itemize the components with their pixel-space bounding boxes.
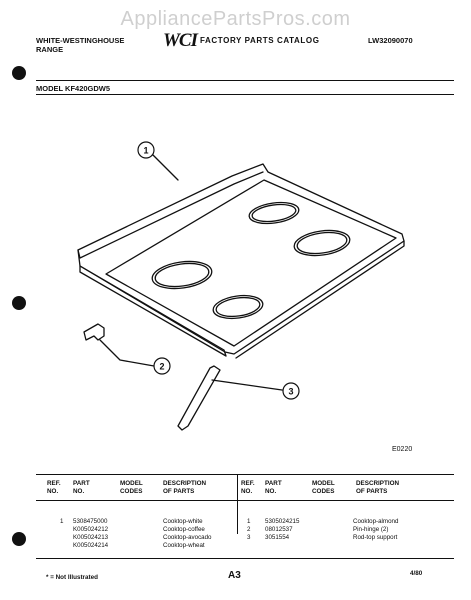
page-number: A3 bbox=[228, 570, 241, 581]
hinge-pin-part bbox=[84, 324, 104, 340]
header-ref-left: REF. NO. bbox=[47, 480, 61, 495]
leader-line-1 bbox=[152, 154, 178, 180]
table-column-divider bbox=[237, 474, 238, 534]
burner-opening-back-left bbox=[248, 200, 300, 227]
header-part-left: PART NO. bbox=[73, 480, 90, 495]
rod-top-support-part bbox=[178, 366, 220, 430]
burner-opening-front-left-inner bbox=[154, 260, 211, 289]
burner-opening-back-right bbox=[293, 227, 352, 259]
left-ref-cell: 1 bbox=[60, 518, 64, 525]
left-part-column bbox=[73, 518, 108, 550]
catalog-number: LW32090070 bbox=[368, 36, 413, 45]
brand-line-2: RANGE bbox=[36, 45, 64, 54]
header-desc-left: DESCRIPTION OF PARTS bbox=[163, 480, 207, 495]
cooktop-back-edge bbox=[78, 172, 263, 258]
leader-line-3 bbox=[212, 380, 282, 390]
header-desc-right: DESCRIPTION OF PARTS bbox=[356, 480, 400, 495]
left-part-cell: K005024213 bbox=[73, 534, 109, 541]
right-part-cell: 3051554 bbox=[265, 534, 290, 541]
brand-line-1: WHITE-WESTINGHOUSE bbox=[36, 36, 125, 45]
header-part-right: PART NO. bbox=[265, 480, 282, 495]
left-desc-cell: Cooktop-white bbox=[163, 518, 203, 525]
cooktop-outline bbox=[78, 164, 404, 354]
left-desc-column bbox=[163, 518, 212, 550]
left-part-cell: 5308475000 bbox=[73, 518, 108, 525]
left-desc-cell: Cooktop-wheat bbox=[163, 542, 205, 549]
burner-opening-front-left bbox=[150, 258, 213, 292]
watermark: AppliancePartsPros.com bbox=[120, 8, 351, 30]
table-rule-top bbox=[36, 474, 454, 475]
right-desc-cell: Cooktop-almond bbox=[353, 518, 399, 525]
table-header-rule bbox=[36, 500, 454, 501]
right-ref-cell: 3 bbox=[247, 534, 251, 541]
cooktop-inner-panel bbox=[106, 180, 396, 346]
left-ref-column bbox=[60, 518, 63, 526]
callout-label-1: 1 bbox=[143, 145, 149, 156]
right-desc-cell: Pin-hinge (2) bbox=[353, 526, 389, 533]
left-desc-cell: Cooktop-avocado bbox=[163, 534, 212, 541]
leader-line-2 bbox=[100, 340, 154, 366]
callout-label-3: 3 bbox=[288, 386, 294, 397]
left-part-cell: K005024212 bbox=[73, 526, 109, 533]
right-desc-column bbox=[353, 518, 398, 542]
figure-code: E0220 bbox=[392, 446, 413, 453]
header-model-left: MODEL CODES bbox=[120, 480, 143, 495]
right-ref-cell: 1 bbox=[247, 518, 251, 525]
burner-opening-back-right-inner bbox=[296, 230, 348, 257]
callout-label-2: 2 bbox=[159, 361, 165, 372]
burner-opening-back-left-inner bbox=[251, 202, 297, 224]
right-part-cell: 08012537 bbox=[265, 526, 293, 533]
burner-opening-front-right-inner bbox=[215, 295, 261, 319]
print-date: 4/80 bbox=[410, 570, 423, 577]
header-ref-right: REF. NO. bbox=[241, 480, 255, 495]
left-desc-cell: Cooktop-coffee bbox=[163, 526, 205, 533]
right-ref-cell: 2 bbox=[247, 526, 251, 533]
right-desc-cell: Rod-top support bbox=[353, 534, 398, 541]
model-label: MODEL KF420GDW5 bbox=[36, 84, 111, 93]
catalog-title: FACTORY PARTS CATALOG bbox=[200, 36, 320, 45]
header-model-right: MODEL CODES bbox=[312, 480, 335, 495]
right-part-column bbox=[265, 518, 299, 542]
burner-opening-front-right bbox=[212, 293, 265, 322]
right-part-cell: 5305024215 bbox=[265, 518, 300, 525]
footer-rule bbox=[36, 558, 454, 559]
wci-logo: WCI bbox=[163, 30, 197, 51]
right-ref-column bbox=[247, 518, 250, 542]
left-part-cell: K005024214 bbox=[73, 542, 109, 549]
footnote: * = Not Illustrated bbox=[46, 574, 98, 581]
